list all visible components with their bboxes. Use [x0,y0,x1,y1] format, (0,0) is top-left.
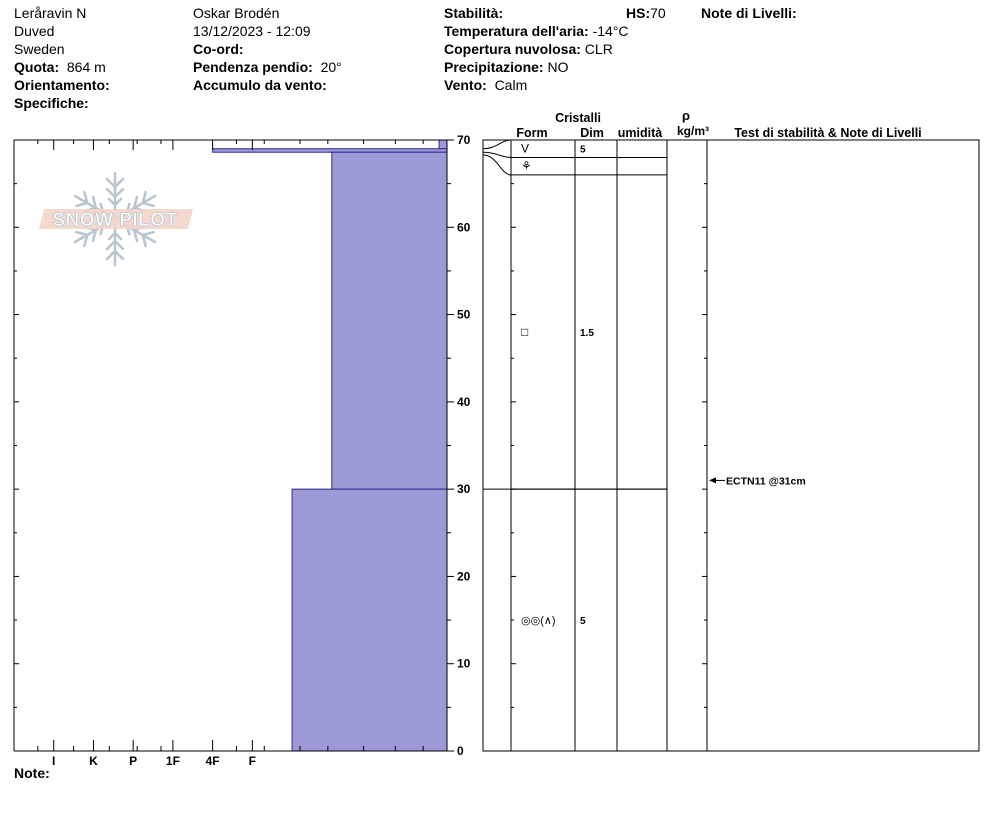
test-arrow-head-icon [709,477,716,483]
crystal-form-symbol: ⚘ [521,159,532,174]
wind-value: Calm [494,77,528,93]
table-border [483,140,979,751]
crystal-size-value: 5 [580,616,586,628]
x-tick-label: F [248,754,257,768]
y-tick-label: 0 [457,744,464,758]
crystal-form-symbol: ◎◎(∧) [521,615,556,628]
x-tick-label: I [52,754,56,768]
x-tick-label: K [89,754,98,768]
sky-value: CLR [584,41,613,57]
country-name: Sweden [14,41,65,57]
snowpilot-logo [39,173,193,265]
crystal-form-symbol: V [521,141,530,156]
crystal-size-value: 1.5 [580,328,594,340]
hardness-layer-bar [292,489,447,751]
sky-label: Copertura nuvolosa: [444,41,581,57]
air-temp-label: Temperatura dell'aria: [444,23,589,39]
hardness-layer-bar [213,149,447,152]
x-tick-label: P [129,754,138,768]
stability-test-label: ECTN11 @31cm [726,475,806,488]
air-temp-value: -14°C [592,23,629,39]
hs-label: HS: [626,5,651,21]
precip-label: Precipitazione: [444,59,544,75]
crystal-size-value: 5 [580,144,586,156]
crystals-header: Cristalli [555,111,601,125]
x-tick-label: 1F [165,754,180,768]
moisture-header: umidità [617,126,663,140]
crystal-form-symbol: □ [521,325,529,340]
size-header: Dim [580,126,604,140]
y-tick-label: 10 [457,656,471,671]
precip-value: NO [547,59,569,75]
stability-label: Stabilità: [444,5,504,21]
wind-loading-label: Accumulo da vento: [193,77,327,93]
logo-text: SNOW PILOT [52,210,178,231]
location-name: Leråravin N [14,5,87,21]
y-tick-label: 60 [457,220,471,235]
area-name: Duved [14,23,55,39]
layer-connector-line [483,152,511,157]
y-tick-label: 70 [457,133,471,147]
elevation-value: 864 m [66,59,106,75]
layer-connector-line [483,140,511,149]
form-header: Form [516,126,548,140]
slope-label: Pendenza pendio: [193,59,313,75]
hs-value: 70 [650,5,666,21]
hardness-layers [213,140,447,751]
aspect-label: Orientamento: [14,77,110,93]
observation-datetime: 13/12/2023 - 12:09 [193,23,311,39]
tests-header: Test di stabilità & Note di Livelli [734,126,922,140]
specifics-label: Specifiche: [14,95,89,111]
y-tick-label: 50 [457,307,471,322]
y-tick-label: 20 [457,569,471,584]
coord-label: Co-ord: [193,41,244,57]
notes-label: Note: [14,765,50,781]
y-tick-label: 40 [457,394,471,409]
hardness-layer-bar [439,140,447,149]
wind-label: Vento: [444,77,487,93]
slope-value: 20° [320,59,342,75]
layer-notes-label: Note di Livelli: [701,5,797,21]
y-tick-label: 30 [457,482,471,497]
elevation-label: Quota: [14,59,60,75]
x-tick-label: 4F [205,754,220,768]
crystal-table [483,140,979,751]
stability-tests [709,475,806,487]
layer-connector-line [483,155,511,175]
density-rho-header: ρ [681,108,691,123]
density-unit-header: kg/m³ [676,124,710,138]
observer-name: Oskar Brodén [193,5,280,21]
hardness-layer-bar [332,152,447,489]
